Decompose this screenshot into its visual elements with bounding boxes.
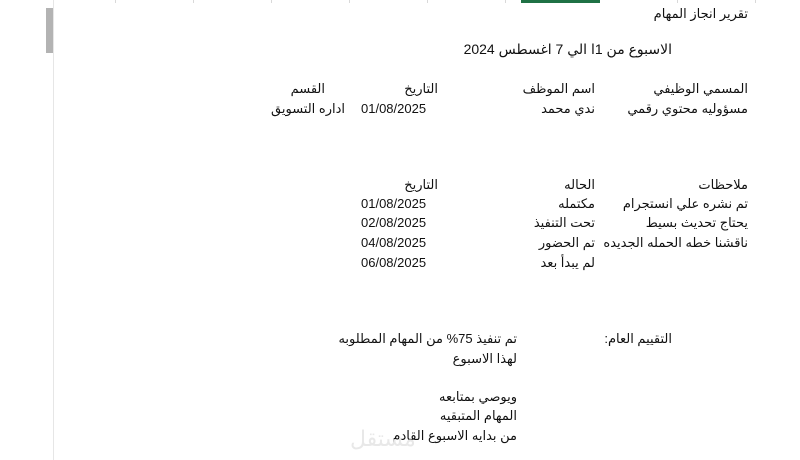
- week-prefix: الاسبوع من: [606, 41, 672, 57]
- task-status: مكتمله: [558, 196, 595, 211]
- column-gridline: [193, 0, 194, 3]
- week-range: [464, 41, 672, 58]
- report-title: تقرير انجاز المهام: [653, 6, 748, 21]
- task-note: تم نشره علي انستجرام: [622, 196, 748, 211]
- header-department: القسم: [290, 81, 325, 96]
- header-job-title: المسمي الوظيفي: [653, 81, 748, 96]
- employee-date: 01/08/2025: [361, 101, 427, 116]
- employee-job-title: مسؤوليه محتوي رقمي: [627, 101, 748, 116]
- header-task-date: التاريخ: [404, 177, 438, 192]
- evaluation-label: التقييم العام:: [604, 331, 672, 346]
- scrollbar-thumb[interactable]: [46, 8, 53, 53]
- column-gridline: [271, 0, 272, 3]
- column-gridline: [427, 0, 428, 3]
- recommendation-line: المهام المتبقيه: [439, 408, 517, 423]
- header-date: التاريخ: [404, 81, 438, 96]
- column-gridline: [755, 0, 756, 3]
- evaluation-period: لهذا الاسبوع: [452, 351, 517, 366]
- column-gridline: [115, 0, 116, 3]
- column-gridline: [677, 0, 678, 3]
- employee-name: ندي محمد: [541, 101, 595, 116]
- column-gridline: [505, 0, 506, 3]
- task-note: يحتاج تحديث بسيط: [645, 215, 748, 230]
- task-status: تحت التنفيذ: [533, 215, 595, 230]
- task-date: 06/08/2025: [361, 255, 427, 270]
- column-gridline: [349, 0, 350, 3]
- task-date: 04/08/2025: [361, 235, 427, 250]
- recommendation-line: من بدايه الاسبوع القادم: [392, 428, 517, 443]
- watermark-logo: مستقل: [350, 426, 416, 451]
- header-employee-name: اسم الموظف: [522, 81, 595, 96]
- week-dates: 1ا الي 7 اغسطس 2024: [463, 41, 603, 57]
- active-column-indicator: [521, 0, 600, 3]
- header-notes: ملاحظات: [698, 177, 748, 192]
- task-status: تم الحضور: [538, 235, 595, 250]
- task-status: لم يبدأ بعد: [540, 255, 595, 270]
- task-date: 02/08/2025: [361, 215, 427, 230]
- header-status: الحاله: [564, 177, 595, 192]
- task-date: 01/08/2025: [361, 196, 427, 211]
- recommendation-line: ويوصي بمتابعه: [439, 389, 517, 404]
- page-edge-divider: [53, 0, 54, 460]
- task-note: ناقشنا خطه الحمله الجديده: [603, 235, 748, 250]
- employee-department: اداره التسويق: [271, 101, 345, 116]
- evaluation-summary: تم تنفيذ 75% من المهام المطلوبه: [338, 331, 517, 346]
